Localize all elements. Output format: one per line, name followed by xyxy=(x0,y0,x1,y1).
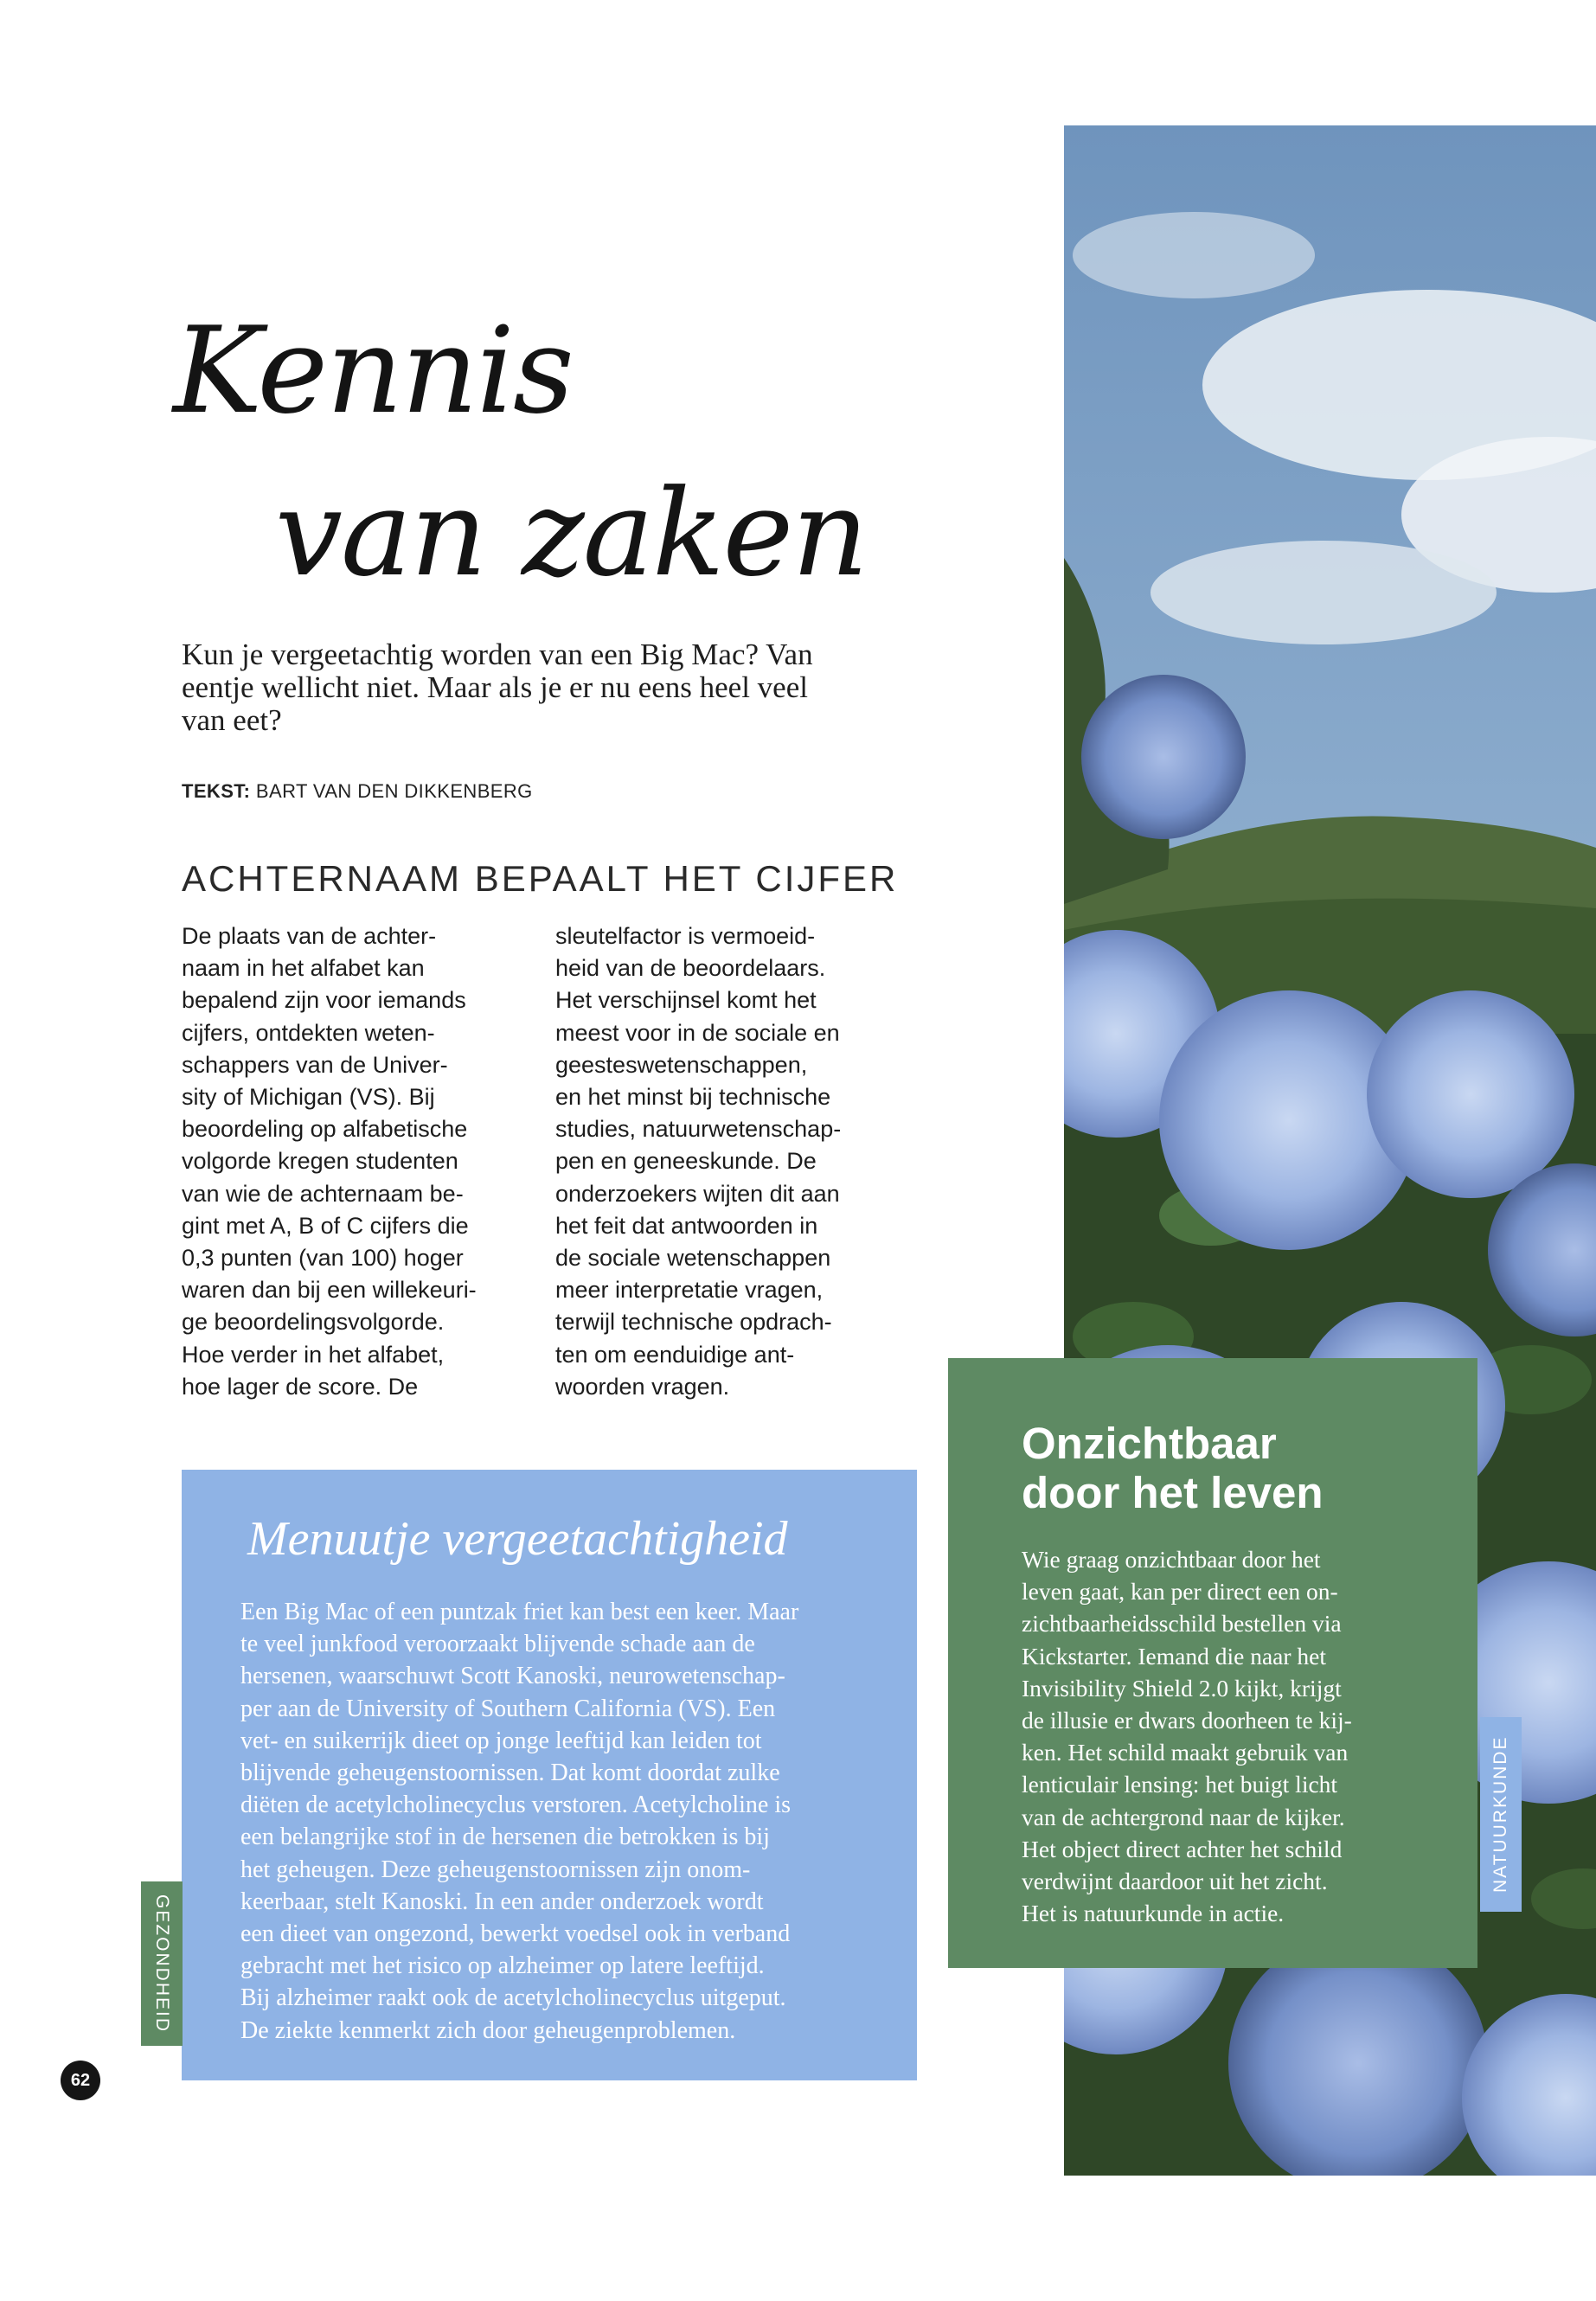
blue-box-body: Een Big Mac of een puntzak friet kan best een keer. Maar te veel junkfood veroorzaakt blijvende schade aan de hersenen, waarschuwt Scott Kanoski, neurowetenschap- per aan de University of Southern California (VS). Een vet- en suikerrijk dieet op jonge leeftijd kan leiden tot blijvende geheugenstoornissen. Dat komt doordat zulke diëten de acetylcholinecyclus verstoren. Acetylcholine is een belangrijke stof in de hersenen die betrokken is bij het geheugen. Deze geheugenstoornissen zijn onom- keerbaar, stelt Kanoski. In een ander onderzoek wordt een dieet van ongezond, bewerkt voedsel ook in verband gebracht met het risico op alzheimer op latere leeftijd. Bij alzheimer raakt ook de acetylcholinecyclus uitgeput. De ziekte kenmerkt zich door geheugenproblemen. xyxy=(240,1599,799,2044)
article-heading: ACHTERNAAM BEPAALT HET CIJFER xyxy=(182,858,899,899)
section-tag-health: GEZONDHEID xyxy=(141,1881,183,2046)
article-column-2: sleutelfactor is vermoeid- heid van de beoordelaars. Het verschijnsel komt het meest voor in de sociale en geesteswetenschappen, en het minst bij technische studies, natuurwetenschap- pen en geneeskunde. De onderzoekers wijten dit aan het feit dat antwoorden in de sociale wetenschappen meer interpretatie vragen, terwijl technische opdrach- ten om eenduidige ant- woorden vragen. xyxy=(555,923,842,1400)
green-box-body: Wie graag onzichtbaar door het leven gaat, kan per direct een on- zichtbaarheidsschild bestellen via Kickstarter. Iemand die naar het Invisibility Shield 2.0 kijkt, krijgt de illusie er dwars doorheen te kij- ken. Het schild maakt gebruik van lenticulair lensing: het buigt licht van de achtergrond naar de kijker. Het object direct achter het schild verdwijnt daardoor uit het zicht. Het is natuurkunde in actie. xyxy=(1022,1546,1352,1927)
section-tag-physics: NATUURKUNDE xyxy=(1480,1717,1522,1912)
green-sidebar-box xyxy=(948,1358,1477,1968)
page-number-badge: 62 xyxy=(61,2061,100,2100)
blue-sidebar-box xyxy=(182,1470,917,2080)
byline-label: TEKST: xyxy=(182,780,251,802)
green-box-title: Onzichtbaar door het leven xyxy=(1022,1419,1324,1517)
article-column-1: De plaats van de achter- naam in het alfabet kan bepalend zijn voor iemands cijfers, ontdekten weten- schappers van de Univer- sity of Michigan (VS). Bij beoordeling op alfabetische volgorde kregen studenten van wie de achternaam be- gint met A, B of C cijfers die 0,3 punten (van 100) hoger waren dan bij een willekeuri- ge beoordelingsvolgorde. Hoe verder in het alfabet, hoe lager de score. De xyxy=(182,923,477,1400)
blue-box-title: Menuutje vergeetachtigheid xyxy=(247,1512,788,1566)
page-title-line-2: van zaken xyxy=(275,464,868,603)
byline-author: BART VAN DEN DIKKENBERG xyxy=(255,780,533,802)
intro-lead: Kun je vergeetachtig worden van een Big Mac? Van eentje wellicht niet. Maar als je er nu eens heel veel van eet? xyxy=(182,638,813,737)
page-title-line-1: Kennis xyxy=(173,301,573,440)
byline xyxy=(182,780,533,803)
